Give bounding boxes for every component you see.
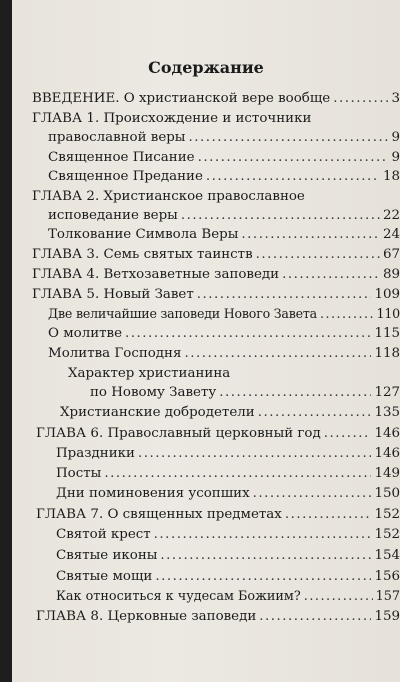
leader-dots <box>259 608 371 626</box>
toc-page-number: 89 <box>382 267 400 282</box>
toc-page-number: 146 <box>374 446 400 461</box>
toc-page-number: 9 <box>391 130 400 145</box>
toc-entry-label: ГЛАВА 8. Церковные заповеди <box>36 609 257 624</box>
toc-entry-label: ГЛАВА 4. Ветхозаветные заповеди <box>32 267 280 282</box>
toc-entry-prayer <box>48 321 400 343</box>
toc-entry-label: Посты <box>56 466 102 481</box>
toc-entry-label: православной веры <box>48 130 186 145</box>
toc-entry-holy-cross <box>56 522 400 544</box>
toc-page-number: 127 <box>374 385 400 400</box>
toc-page-number: 110 <box>376 306 400 321</box>
toc-page-number: 3 <box>391 91 400 106</box>
toc-entry-intro <box>32 86 400 108</box>
toc-entry-label: Священное Писание <box>48 150 195 165</box>
toc-page-number: 9 <box>391 150 400 165</box>
toc-page-number: 159 <box>374 609 400 624</box>
toc-entry-label: Толкование Символа Веры <box>48 227 239 242</box>
toc-entry-chapter-8 <box>36 604 400 626</box>
toc-entry-chapter-7 <box>36 502 400 524</box>
leader-dots <box>253 485 372 503</box>
toc-page-number: 109 <box>374 287 400 302</box>
toc-page-number: 115 <box>374 326 400 341</box>
toc-entry-label: Праздники <box>56 446 135 461</box>
toc-page-number: 22 <box>382 208 400 223</box>
toc-entry-label: Как относиться к чудесам Божиим? <box>56 589 301 604</box>
toc-entry-chapter-3 <box>32 242 400 264</box>
book-page <box>12 0 400 682</box>
toc-entry-chapter-6 <box>36 421 400 443</box>
leader-dots <box>160 547 371 565</box>
toc-entry-label: ГЛАВА 2. Христианское православное <box>32 189 305 204</box>
toc-page-number: 157 <box>375 589 400 604</box>
toc-entry-chapter-4 <box>32 262 400 284</box>
toc-entry-feasts <box>56 441 400 463</box>
toc-entry-fasts <box>56 461 400 483</box>
toc-page-number: 118 <box>374 346 400 361</box>
toc-entry-two-commandments <box>48 301 400 323</box>
toc-entry-label: ГЛАВА 6. Православный церковный год <box>36 426 321 441</box>
toc-entry-label: Святые мощи <box>56 569 153 584</box>
toc-page-number: 154 <box>374 548 400 563</box>
toc-entry-label: исповедание веры <box>48 208 178 223</box>
toc-page-number: 149 <box>374 466 400 481</box>
toc-entry-tradition <box>48 164 400 186</box>
toc-entry-label: Молитва Господня <box>48 346 182 361</box>
toc-page-number: 150 <box>374 486 400 501</box>
toc-entry-virtues <box>60 400 400 422</box>
toc-entry-label: ГЛАВА 1. Происхождение и источники <box>32 111 312 126</box>
toc-page-number: 135 <box>374 405 400 420</box>
toc-entry-lords-prayer <box>48 341 400 363</box>
toc-entry-label: ГЛАВА 5. Новый Завет <box>32 287 194 302</box>
toc-entry-label: Христианские добродетели <box>60 405 255 420</box>
toc-page-number: 18 <box>382 169 400 184</box>
toc-page-number: 67 <box>382 247 400 262</box>
toc-page-number: 146 <box>374 426 400 441</box>
toc-entry-label: ВВЕДЕНИЕ. О христианской вере вообще <box>32 91 331 106</box>
toc-entry-icons <box>56 543 400 565</box>
toc-page-number: 152 <box>374 507 400 522</box>
toc-entry-commemoration <box>56 481 400 503</box>
page-title: Содержание <box>148 58 264 77</box>
leader-dots <box>258 404 372 422</box>
toc-entry-miracles <box>56 584 400 606</box>
toc-entry-label: ГЛАВА 7. О священных предметах <box>36 507 282 522</box>
toc-page-number: 24 <box>382 227 400 242</box>
toc-entry-label: Святые иконы <box>56 548 158 563</box>
toc-entry-label: Священное Предание <box>48 169 203 184</box>
toc-entry-label: Святой крест <box>56 527 151 542</box>
toc-entry-label: Дни поминовения усопших <box>56 486 250 501</box>
toc-page-number: 152 <box>374 527 400 542</box>
toc-entry-label: по Новому Завету <box>90 385 217 400</box>
toc-entry-label: Характер христианина <box>68 366 231 381</box>
toc-entry-label: ГЛАВА 3. Семь святых таинств <box>32 247 253 262</box>
toc-entry-christian-character-cont <box>90 380 400 402</box>
toc-entry-creed <box>48 222 400 244</box>
toc-entry-label: О молитве <box>48 326 123 341</box>
toc-entry-relics <box>56 564 400 586</box>
toc-page-number: 156 <box>374 569 400 584</box>
toc-entry-chapter-1-cont <box>48 125 400 147</box>
leader-dots <box>154 526 372 544</box>
toc-entry-label: Две величайшие заповеди Нового Завета <box>48 306 317 321</box>
